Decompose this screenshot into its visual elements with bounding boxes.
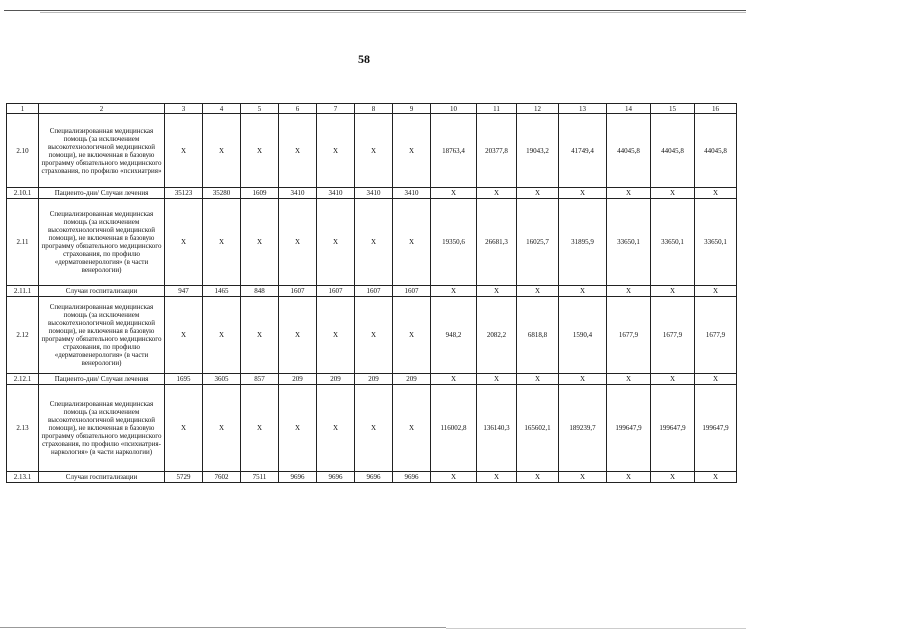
cell-value: X bbox=[477, 286, 517, 297]
cell-value: X bbox=[559, 374, 607, 385]
row-code: 2.13 bbox=[7, 385, 39, 472]
row-code: 2.13.1 bbox=[7, 472, 39, 483]
column-header: 3 bbox=[165, 104, 203, 114]
cell-value: X bbox=[355, 114, 393, 188]
row-code: 2.10.1 bbox=[7, 188, 39, 199]
row-description: Специализированная медицинская помощь (за исключением высокотехнологичной медицинской помощи), не включенная в базовую программу обязательного медицинского страхования, по профилю «дерматовенерология» (в части венерологии) bbox=[39, 297, 165, 374]
cell-value: 1607 bbox=[393, 286, 431, 297]
cell-value: X bbox=[559, 472, 607, 483]
column-header: 13 bbox=[559, 104, 607, 114]
cell-value: X bbox=[695, 374, 737, 385]
cell-value: X bbox=[317, 385, 355, 472]
column-header: 11 bbox=[477, 104, 517, 114]
column-header: 1 bbox=[7, 104, 39, 114]
table-row bbox=[7, 297, 737, 374]
cell-value: X bbox=[431, 472, 477, 483]
row-description: Случаи госпитализации bbox=[39, 286, 165, 297]
column-header: 6 bbox=[279, 104, 317, 114]
cell-value: X bbox=[517, 188, 559, 199]
cell-value: X bbox=[241, 385, 279, 472]
cell-value: 209 bbox=[317, 374, 355, 385]
cell-value: 209 bbox=[355, 374, 393, 385]
cell-value: X bbox=[317, 199, 355, 286]
cell-value: 3410 bbox=[393, 188, 431, 199]
row-code: 2.12.1 bbox=[7, 374, 39, 385]
cell-value: 209 bbox=[279, 374, 317, 385]
cell-value: X bbox=[393, 199, 431, 286]
row-code: 2.11 bbox=[7, 199, 39, 286]
cell-value: X bbox=[695, 472, 737, 483]
cell-value: X bbox=[607, 286, 651, 297]
cell-value: X bbox=[477, 374, 517, 385]
cell-value: X bbox=[241, 297, 279, 374]
cell-value: X bbox=[203, 297, 241, 374]
column-header: 15 bbox=[651, 104, 695, 114]
column-header: 9 bbox=[393, 104, 431, 114]
cell-value: 209 bbox=[393, 374, 431, 385]
cell-value: 31895,9 bbox=[559, 199, 607, 286]
cell-value: X bbox=[431, 188, 477, 199]
cell-value: 1465 bbox=[203, 286, 241, 297]
cell-value: 1677,9 bbox=[607, 297, 651, 374]
cell-value: X bbox=[559, 286, 607, 297]
cell-value: X bbox=[279, 199, 317, 286]
cell-value: X bbox=[651, 188, 695, 199]
cell-value: X bbox=[607, 188, 651, 199]
cell-value: 3410 bbox=[279, 188, 317, 199]
row-code: 2.10 bbox=[7, 114, 39, 188]
table-row bbox=[7, 472, 737, 483]
cell-value: 9696 bbox=[279, 472, 317, 483]
cell-value: 44045,8 bbox=[651, 114, 695, 188]
cell-value: 44045,8 bbox=[607, 114, 651, 188]
cell-value: 1695 bbox=[165, 374, 203, 385]
cell-value: X bbox=[279, 114, 317, 188]
top-rule bbox=[4, 10, 746, 11]
cell-value: X bbox=[165, 385, 203, 472]
cell-value: X bbox=[203, 199, 241, 286]
top-rule-secondary bbox=[40, 12, 746, 13]
cell-value: X bbox=[431, 374, 477, 385]
cell-value: X bbox=[279, 297, 317, 374]
table-row bbox=[7, 374, 737, 385]
bottom-rule-secondary bbox=[446, 628, 746, 629]
cell-value: 116002,8 bbox=[431, 385, 477, 472]
cell-value: X bbox=[165, 297, 203, 374]
cell-value: 3410 bbox=[317, 188, 355, 199]
cell-value: 3410 bbox=[355, 188, 393, 199]
cell-value: 26681,3 bbox=[477, 199, 517, 286]
row-code: 2.11.1 bbox=[7, 286, 39, 297]
cell-value: X bbox=[355, 199, 393, 286]
page-number: 58 bbox=[358, 52, 370, 66]
cell-value: X bbox=[241, 114, 279, 188]
cell-value: X bbox=[477, 472, 517, 483]
cell-value: 18763,4 bbox=[431, 114, 477, 188]
cell-value: X bbox=[517, 472, 559, 483]
cell-value: 9696 bbox=[393, 472, 431, 483]
row-description: Случаи госпитализации bbox=[39, 472, 165, 483]
column-header: 8 bbox=[355, 104, 393, 114]
header-row bbox=[7, 104, 737, 114]
data-table bbox=[6, 103, 737, 483]
cell-value: X bbox=[607, 472, 651, 483]
row-description: Специализированная медицинская помощь (за исключением высокотехнологичной медицинской помощи), не включенная в базовую программу обязательного медицинского страхования, по профилю «психиатрия» bbox=[39, 114, 165, 188]
cell-value: 2082,2 bbox=[477, 297, 517, 374]
cell-value: X bbox=[165, 199, 203, 286]
cell-value: X bbox=[203, 385, 241, 472]
cell-value: X bbox=[393, 297, 431, 374]
cell-value: X bbox=[607, 374, 651, 385]
cell-value: 1607 bbox=[355, 286, 393, 297]
cell-value: 948,2 bbox=[431, 297, 477, 374]
cell-value: X bbox=[559, 188, 607, 199]
cell-value: X bbox=[695, 286, 737, 297]
cell-value: 1677,9 bbox=[695, 297, 737, 374]
cell-value: 189239,7 bbox=[559, 385, 607, 472]
cell-value: 7511 bbox=[241, 472, 279, 483]
table-row bbox=[7, 114, 737, 188]
cell-value: 35123 bbox=[165, 188, 203, 199]
cell-value: 44045,8 bbox=[695, 114, 737, 188]
column-header: 2 bbox=[39, 104, 165, 114]
cell-value: 9696 bbox=[317, 472, 355, 483]
cell-value: X bbox=[317, 114, 355, 188]
cell-value: 20377,8 bbox=[477, 114, 517, 188]
cell-value: 1607 bbox=[279, 286, 317, 297]
row-description: Специализированная медицинская помощь (за исключением высокотехнологичной медицинской помощи), не включенная в базовую программу обязательного медицинского страхования, по профилю «дерматовенерология» (в части венерологии) bbox=[39, 199, 165, 286]
cell-value: 19043,2 bbox=[517, 114, 559, 188]
cell-value: X bbox=[393, 385, 431, 472]
cell-value: 199647,9 bbox=[695, 385, 737, 472]
cell-value: X bbox=[355, 297, 393, 374]
cell-value: 35280 bbox=[203, 188, 241, 199]
row-description: Пациенто-дни/ Случаи лечения bbox=[39, 188, 165, 199]
cell-value: 19350,6 bbox=[431, 199, 477, 286]
cell-value: X bbox=[517, 374, 559, 385]
table-row bbox=[7, 286, 737, 297]
column-header: 5 bbox=[241, 104, 279, 114]
cell-value: 1677,9 bbox=[651, 297, 695, 374]
cell-value: 33650,1 bbox=[695, 199, 737, 286]
bottom-rule bbox=[0, 627, 446, 628]
cell-value: X bbox=[317, 297, 355, 374]
column-header: 14 bbox=[607, 104, 651, 114]
cell-value: 199647,9 bbox=[607, 385, 651, 472]
cell-value: X bbox=[517, 286, 559, 297]
cell-value: 6818,8 bbox=[517, 297, 559, 374]
table-row bbox=[7, 199, 737, 286]
cell-value: 1607 bbox=[317, 286, 355, 297]
cell-value: X bbox=[651, 472, 695, 483]
cell-value: 7602 bbox=[203, 472, 241, 483]
cell-value: X bbox=[203, 114, 241, 188]
column-header: 4 bbox=[203, 104, 241, 114]
cell-value: X bbox=[165, 114, 203, 188]
cell-value: 1590,4 bbox=[559, 297, 607, 374]
cell-value: X bbox=[241, 199, 279, 286]
cell-value: 5729 bbox=[165, 472, 203, 483]
cell-value: 3605 bbox=[203, 374, 241, 385]
column-header: 16 bbox=[695, 104, 737, 114]
cell-value: 165602,1 bbox=[517, 385, 559, 472]
row-description: Пациенто-дни/ Случаи лечения bbox=[39, 374, 165, 385]
cell-value: 947 bbox=[165, 286, 203, 297]
column-header: 7 bbox=[317, 104, 355, 114]
row-code: 2.12 bbox=[7, 297, 39, 374]
cell-value: X bbox=[393, 114, 431, 188]
row-description: Специализированная медицинская помощь (за исключением высокотехнологичной медицинской помощи), не включенная в базовую программу обязательного медицинского страхования, по профилю «психиатрия-наркология» (в части наркологии) bbox=[39, 385, 165, 472]
cell-value: 848 bbox=[241, 286, 279, 297]
cell-value: X bbox=[279, 385, 317, 472]
cell-value: 136140,3 bbox=[477, 385, 517, 472]
cell-value: X bbox=[651, 374, 695, 385]
cell-value: 857 bbox=[241, 374, 279, 385]
cell-value: 9696 bbox=[355, 472, 393, 483]
cell-value: 33650,1 bbox=[607, 199, 651, 286]
column-header: 10 bbox=[431, 104, 477, 114]
cell-value: X bbox=[431, 286, 477, 297]
cell-value: 1609 bbox=[241, 188, 279, 199]
cell-value: X bbox=[695, 188, 737, 199]
cell-value: X bbox=[477, 188, 517, 199]
cell-value: X bbox=[651, 286, 695, 297]
cell-value: X bbox=[355, 385, 393, 472]
column-header: 12 bbox=[517, 104, 559, 114]
cell-value: 41749,4 bbox=[559, 114, 607, 188]
cell-value: 33650,1 bbox=[651, 199, 695, 286]
cell-value: 16025,7 bbox=[517, 199, 559, 286]
cell-value: 199647,9 bbox=[651, 385, 695, 472]
table-row bbox=[7, 385, 737, 472]
table-row bbox=[7, 188, 737, 199]
